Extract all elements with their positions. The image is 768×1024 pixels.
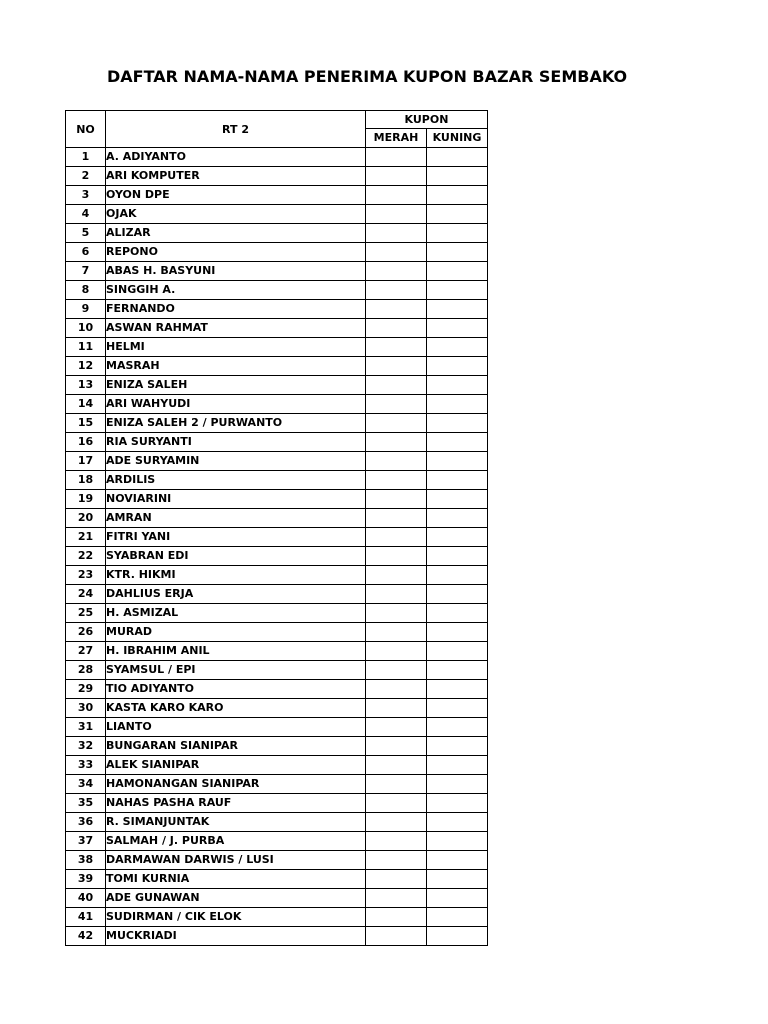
row-number: 25 <box>66 604 106 623</box>
kuning-cell <box>427 756 488 775</box>
recipient-name: ENIZA SALEH <box>106 376 366 395</box>
row-number: 15 <box>66 414 106 433</box>
row-number: 20 <box>66 509 106 528</box>
kuning-cell <box>427 699 488 718</box>
recipient-name: FERNANDO <box>106 300 366 319</box>
recipient-name: SYABRAN EDI <box>106 547 366 566</box>
merah-cell <box>366 509 427 528</box>
recipient-name: REPONO <box>106 243 366 262</box>
kuning-cell <box>427 661 488 680</box>
kuning-cell <box>427 642 488 661</box>
recipient-name: TOMI KURNIA <box>106 870 366 889</box>
recipient-name: ABAS H. BASYUNI <box>106 262 366 281</box>
kuning-cell <box>427 395 488 414</box>
merah-cell <box>366 642 427 661</box>
merah-cell <box>366 148 427 167</box>
table-row <box>66 471 488 490</box>
kuning-cell <box>427 737 488 756</box>
kuning-cell <box>427 319 488 338</box>
kuning-cell <box>427 585 488 604</box>
kuning-cell <box>427 851 488 870</box>
table-row <box>66 775 488 794</box>
header-merah: MERAH <box>366 129 427 148</box>
kuning-cell <box>427 205 488 224</box>
table-row <box>66 148 488 167</box>
table-row <box>66 623 488 642</box>
row-number: 30 <box>66 699 106 718</box>
row-number: 24 <box>66 585 106 604</box>
table-row <box>66 642 488 661</box>
row-number: 39 <box>66 870 106 889</box>
row-number: 5 <box>66 224 106 243</box>
recipient-name: OYON DPE <box>106 186 366 205</box>
table-row <box>66 794 488 813</box>
kuning-cell <box>427 813 488 832</box>
row-number: 9 <box>66 300 106 319</box>
merah-cell <box>366 661 427 680</box>
recipient-name: KTR. HIKMI <box>106 566 366 585</box>
recipient-name: ENIZA SALEH 2 / PURWANTO <box>106 414 366 433</box>
row-number: 10 <box>66 319 106 338</box>
merah-cell <box>366 528 427 547</box>
row-number: 38 <box>66 851 106 870</box>
recipient-name: ADE GUNAWAN <box>106 889 366 908</box>
recipient-name: R. SIMANJUNTAK <box>106 813 366 832</box>
table-row <box>66 205 488 224</box>
kuning-cell <box>427 794 488 813</box>
recipient-name: DARMAWAN DARWIS / LUSI <box>106 851 366 870</box>
table-row <box>66 167 488 186</box>
row-number: 21 <box>66 528 106 547</box>
row-number: 34 <box>66 775 106 794</box>
table-row <box>66 699 488 718</box>
table-row <box>66 338 488 357</box>
merah-cell <box>366 243 427 262</box>
table-row <box>66 414 488 433</box>
table-row <box>66 756 488 775</box>
table-row <box>66 908 488 927</box>
merah-cell <box>366 718 427 737</box>
merah-cell <box>366 680 427 699</box>
merah-cell <box>366 490 427 509</box>
merah-cell <box>366 870 427 889</box>
row-number: 17 <box>66 452 106 471</box>
table-row <box>66 395 488 414</box>
merah-cell <box>366 737 427 756</box>
merah-cell <box>366 566 427 585</box>
table-row <box>66 566 488 585</box>
header-kupon: KUPON <box>366 111 488 129</box>
row-number: 35 <box>66 794 106 813</box>
merah-cell <box>366 452 427 471</box>
kuning-cell <box>427 471 488 490</box>
recipient-name: MURAD <box>106 623 366 642</box>
kuning-cell <box>427 927 488 946</box>
kuning-cell <box>427 224 488 243</box>
merah-cell <box>366 851 427 870</box>
merah-cell <box>366 414 427 433</box>
kuning-cell <box>427 547 488 566</box>
merah-cell <box>366 167 427 186</box>
merah-cell <box>366 300 427 319</box>
table-body <box>66 148 488 946</box>
kuning-cell <box>427 509 488 528</box>
table-row <box>66 585 488 604</box>
kuning-cell <box>427 300 488 319</box>
row-number: 33 <box>66 756 106 775</box>
kuning-cell <box>427 452 488 471</box>
merah-cell <box>366 889 427 908</box>
kuning-cell <box>427 243 488 262</box>
merah-cell <box>366 395 427 414</box>
table-row <box>66 224 488 243</box>
row-number: 16 <box>66 433 106 452</box>
table-row <box>66 186 488 205</box>
kuning-cell <box>427 718 488 737</box>
merah-cell <box>366 604 427 623</box>
merah-cell <box>366 775 427 794</box>
row-number: 22 <box>66 547 106 566</box>
merah-cell <box>366 794 427 813</box>
row-number: 12 <box>66 357 106 376</box>
merah-cell <box>366 832 427 851</box>
recipient-name: LIANTO <box>106 718 366 737</box>
recipient-name: KASTA KARO KARO <box>106 699 366 718</box>
document-title: DAFTAR NAMA-NAMA PENERIMA KUPON BAZAR SEMBAKO <box>107 67 628 86</box>
row-number: 2 <box>66 167 106 186</box>
table-row <box>66 376 488 395</box>
kuning-cell <box>427 357 488 376</box>
row-number: 32 <box>66 737 106 756</box>
row-number: 3 <box>66 186 106 205</box>
row-number: 31 <box>66 718 106 737</box>
table-row <box>66 300 488 319</box>
table-row <box>66 528 488 547</box>
kuning-cell <box>427 528 488 547</box>
table-row <box>66 357 488 376</box>
row-number: 23 <box>66 566 106 585</box>
merah-cell <box>366 357 427 376</box>
table-row <box>66 718 488 737</box>
recipient-name: A. ADIYANTO <box>106 148 366 167</box>
table-row <box>66 737 488 756</box>
kuning-cell <box>427 490 488 509</box>
recipient-name: H. IBRAHIM ANIL <box>106 642 366 661</box>
table-row <box>66 604 488 623</box>
kuning-cell <box>427 262 488 281</box>
merah-cell <box>366 471 427 490</box>
merah-cell <box>366 813 427 832</box>
row-number: 27 <box>66 642 106 661</box>
recipient-name: NAHAS PASHA RAUF <box>106 794 366 813</box>
table-row <box>66 452 488 471</box>
merah-cell <box>366 585 427 604</box>
merah-cell <box>366 319 427 338</box>
row-number: 36 <box>66 813 106 832</box>
kuning-cell <box>427 832 488 851</box>
table-row <box>66 490 488 509</box>
kuning-cell <box>427 566 488 585</box>
recipient-name: ASWAN RAHMAT <box>106 319 366 338</box>
header-rt: RT 2 <box>106 111 366 148</box>
recipient-name: ALEK SIANIPAR <box>106 756 366 775</box>
merah-cell <box>366 376 427 395</box>
kuning-cell <box>427 623 488 642</box>
merah-cell <box>366 547 427 566</box>
merah-cell <box>366 623 427 642</box>
merah-cell <box>366 205 427 224</box>
recipient-name: RIA SURYANTI <box>106 433 366 452</box>
merah-cell <box>366 756 427 775</box>
merah-cell <box>366 338 427 357</box>
row-number: 40 <box>66 889 106 908</box>
recipient-name: TIO ADIYANTO <box>106 680 366 699</box>
merah-cell <box>366 262 427 281</box>
recipient-name: ARDILIS <box>106 471 366 490</box>
table-row <box>66 661 488 680</box>
recipient-name: ADE SURYAMIN <box>106 452 366 471</box>
row-number: 29 <box>66 680 106 699</box>
row-number: 18 <box>66 471 106 490</box>
row-number: 1 <box>66 148 106 167</box>
table-row <box>66 281 488 300</box>
row-number: 42 <box>66 927 106 946</box>
kuning-cell <box>427 148 488 167</box>
recipient-name: HELMI <box>106 338 366 357</box>
table-row <box>66 319 488 338</box>
kuning-cell <box>427 680 488 699</box>
row-number: 7 <box>66 262 106 281</box>
table-row <box>66 851 488 870</box>
recipient-name: ARI KOMPUTER <box>106 167 366 186</box>
recipient-name: SALMAH / J. PURBA <box>106 832 366 851</box>
recipient-name: FITRI YANI <box>106 528 366 547</box>
merah-cell <box>366 281 427 300</box>
row-number: 41 <box>66 908 106 927</box>
row-number: 4 <box>66 205 106 224</box>
row-number: 6 <box>66 243 106 262</box>
row-number: 11 <box>66 338 106 357</box>
table-row <box>66 509 488 528</box>
recipient-name: MASRAH <box>106 357 366 376</box>
table-row <box>66 433 488 452</box>
recipient-table <box>65 110 488 946</box>
kuning-cell <box>427 775 488 794</box>
recipient-name: SYAMSUL / EPI <box>106 661 366 680</box>
merah-cell <box>366 433 427 452</box>
table-row <box>66 832 488 851</box>
row-number: 28 <box>66 661 106 680</box>
kuning-cell <box>427 604 488 623</box>
recipient-name: SUDIRMAN / CIK ELOK <box>106 908 366 927</box>
header-kuning: KUNING <box>427 129 488 148</box>
recipient-name: HAMONANGAN SIANIPAR <box>106 775 366 794</box>
row-number: 8 <box>66 281 106 300</box>
kuning-cell <box>427 433 488 452</box>
merah-cell <box>366 186 427 205</box>
merah-cell <box>366 699 427 718</box>
kuning-cell <box>427 281 488 300</box>
table-row <box>66 547 488 566</box>
kuning-cell <box>427 186 488 205</box>
recipient-name: DAHLIUS ERJA <box>106 585 366 604</box>
recipient-name: SINGGIH A. <box>106 281 366 300</box>
row-number: 14 <box>66 395 106 414</box>
kuning-cell <box>427 167 488 186</box>
kuning-cell <box>427 908 488 927</box>
kuning-cell <box>427 414 488 433</box>
recipient-name: OJAK <box>106 205 366 224</box>
merah-cell <box>366 224 427 243</box>
table-row <box>66 870 488 889</box>
recipient-name: AMRAN <box>106 509 366 528</box>
row-number: 19 <box>66 490 106 509</box>
row-number: 13 <box>66 376 106 395</box>
kuning-cell <box>427 889 488 908</box>
recipient-name: H. ASMIZAL <box>106 604 366 623</box>
table-row <box>66 680 488 699</box>
merah-cell <box>366 908 427 927</box>
table-row <box>66 243 488 262</box>
table-row <box>66 262 488 281</box>
recipient-name: ALIZAR <box>106 224 366 243</box>
recipient-name: NOVIARINI <box>106 490 366 509</box>
kuning-cell <box>427 376 488 395</box>
merah-cell <box>366 927 427 946</box>
recipient-name: ARI WAHYUDI <box>106 395 366 414</box>
header-row-1 <box>66 111 488 129</box>
table-row <box>66 813 488 832</box>
header-no: NO <box>66 111 106 148</box>
table-row <box>66 889 488 908</box>
row-number: 26 <box>66 623 106 642</box>
table-row <box>66 927 488 946</box>
kuning-cell <box>427 870 488 889</box>
recipient-name: MUCKRIADI <box>106 927 366 946</box>
kuning-cell <box>427 338 488 357</box>
recipient-name: BUNGARAN SIANIPAR <box>106 737 366 756</box>
row-number: 37 <box>66 832 106 851</box>
